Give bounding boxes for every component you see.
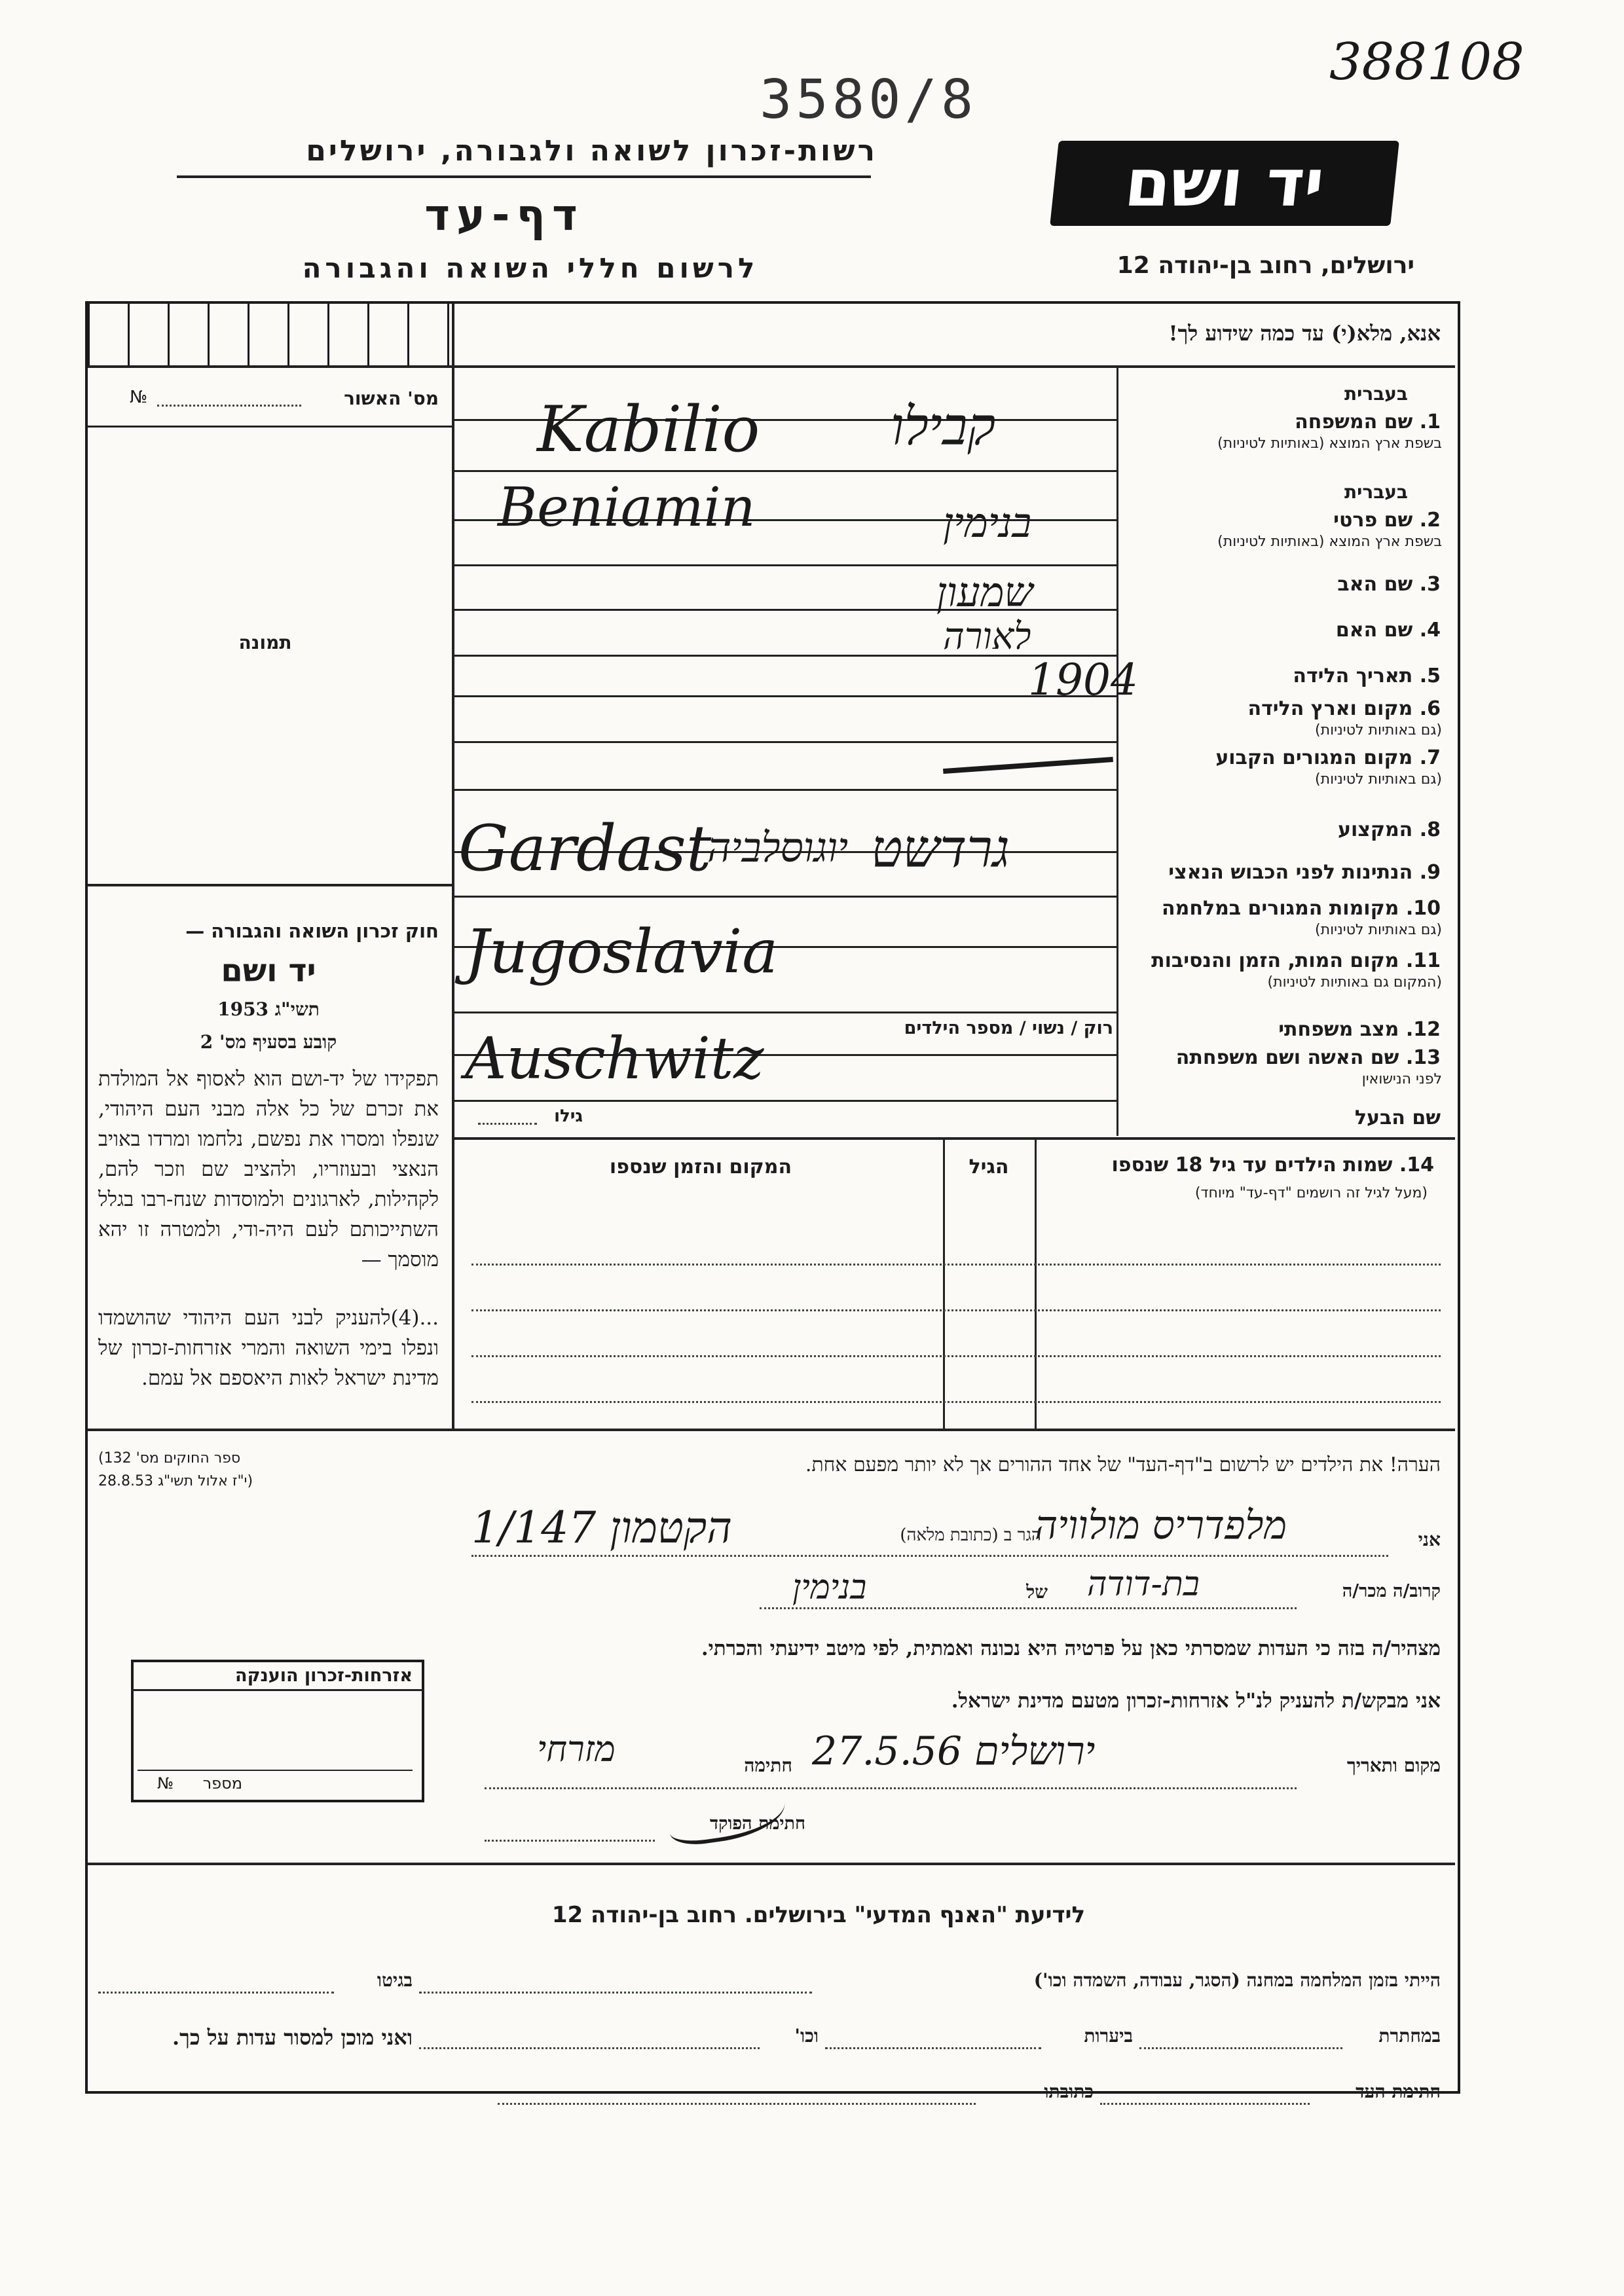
declaration-i-label: אני [1418, 1529, 1441, 1550]
address: ירושלים, רחוב בן-יהודה 12 [1116, 252, 1414, 279]
law-title-text: חוק זכרון השואה והגבורה [211, 920, 439, 942]
declaration-resident-label: הגר ב (כתובת מלאה) [900, 1525, 1041, 1545]
age-label: גילו [554, 1106, 583, 1126]
field-note: (גם באותיות לטיניות) [1315, 922, 1442, 938]
hw-of: בנימין [792, 1568, 867, 1607]
field-lang-label: בעברית [1344, 481, 1408, 503]
children-row-4[interactable] [471, 1401, 1441, 1403]
field-label: מקומות המגורים במלחמה [1162, 897, 1399, 920]
field-label-row [1126, 1046, 1441, 1069]
photo-label: תמונה [238, 632, 292, 653]
hw-declarant-name: מלפדריס מולוויה [1035, 1503, 1287, 1548]
left-column-divider [452, 304, 454, 1430]
children-row-1[interactable] [471, 1264, 1441, 1266]
archive-number: 3580/8 [760, 69, 978, 131]
approval-label: מס' האשור [344, 388, 439, 409]
declaration-note: הערה! את הילדים יש לרשום ב"דף-העד" של אחד ההורים אך לא יותר מפעם אחת. [805, 1453, 1441, 1476]
field-label-row [1126, 665, 1441, 687]
children-heading [1041, 1154, 1434, 1176]
form-subtitle: לרשום חללי השואה והגבורה [302, 252, 759, 284]
field-number: 2. [1419, 509, 1441, 532]
field-label-row [1126, 1018, 1441, 1041]
field-label-row [1126, 1106, 1441, 1129]
entry-line-5 [454, 695, 1116, 697]
children-heading-text: שמות הילדים עד גיל 18 שנספו [1111, 1154, 1393, 1176]
signature-label: חתימה [744, 1755, 792, 1776]
law-body: תפקידו של יד-ושם הוא לאסוף אל המולדת את זכרם של כל אלה מבני העם היהודי, שנפלו ומסרו את נפשם, נלחמו ומרדו באויב הנאצי ובעוזריו, ולהציב שם וזכר להם, לקהילות, לארגונים ולמוסדות שנח-רבו בגלל השתייכותם לעם היה-ודי, ולמטרה זו יהא מוסמך — [98, 1067, 439, 1271]
hw-given-latin: Beniamin [498, 477, 756, 539]
field-number: 3. [1419, 573, 1441, 596]
field-label: מקום וארץ הלידה [1247, 697, 1413, 720]
field-number: 12. [1405, 1018, 1441, 1041]
field-number: 4. [1419, 619, 1441, 642]
citizenship-number-label: מספר [202, 1774, 242, 1793]
place-date-label: מקום ותאריך [1346, 1755, 1441, 1776]
hw-mother: לאורה [943, 615, 1031, 658]
declaration-relative-label: קרוב/ה מכר/ה [1342, 1581, 1441, 1601]
field-label: שם האשה ושם משפחתה [1175, 1046, 1399, 1069]
footer-etc-line[interactable] [419, 2047, 760, 2049]
children-col-place: המקום והזמן שנספו [609, 1156, 792, 1178]
hw-place-date: ירושלים 27.5.56 [812, 1728, 1096, 1774]
field-label-row [1126, 818, 1441, 841]
footer-address-line[interactable] [498, 2103, 976, 2105]
field-number: 9. [1419, 861, 1441, 884]
footer-line3-a: חתימת העד [1356, 2081, 1441, 2102]
children-col-age: הגיל [969, 1156, 1009, 1178]
entry-line-1b [454, 470, 1116, 472]
label-column-divider [1116, 367, 1118, 1136]
entry-line-2b [454, 564, 1116, 566]
footer-line2-a: במחתרת [1378, 2025, 1441, 2047]
hw-surname-latin: Kabilio [537, 393, 760, 466]
declaration-request: אני מבקש/ת להעניק לנ"ל אזרחות-זכרון מטעם מדינת ישראל. [951, 1689, 1441, 1713]
footer-underground-line[interactable] [1139, 2047, 1342, 2049]
law-title-dash: — [185, 920, 205, 942]
field-label: שם האם [1335, 619, 1413, 642]
declarant-address-line[interactable] [471, 1555, 1388, 1557]
hw-given-hebrew: בנימין [943, 499, 1032, 547]
field-note: לפני הנישואין [1361, 1071, 1442, 1087]
footer-line1-b: בגיטו [377, 1969, 413, 1991]
footer-line2-c: וכו' [794, 2025, 819, 2047]
field-label: תאריך הלידה [1293, 665, 1413, 687]
footer-line3-b: כתובתו [1044, 2081, 1094, 2102]
footer-witness-signature-line[interactable] [1100, 2103, 1310, 2105]
age-line[interactable] [478, 1123, 537, 1125]
footer-ghetto-line[interactable] [98, 1992, 334, 1994]
field-number: 8. [1419, 818, 1441, 841]
hw-nationality-hebrew: יוגוסלביה [707, 824, 849, 871]
photo-bottom-rule [88, 884, 452, 886]
footer-line2-d: ואני מוכן למסור עדות על כך. [172, 2025, 413, 2050]
field-label-row [1126, 861, 1441, 884]
official-label: חתימת הפוקד [710, 1813, 805, 1834]
law-name: יד ושם [221, 953, 316, 989]
authority-name: רשות-זכרון לשואה ולגבורה, ירושלים [306, 134, 877, 168]
field-label-row [1126, 410, 1441, 433]
law-title [98, 920, 439, 942]
footer-rule [88, 1863, 1455, 1865]
hw-signature: מזרחי [537, 1728, 616, 1770]
relation-line[interactable] [760, 1607, 1297, 1609]
field-number: 13. [1405, 1046, 1441, 1069]
field-note: (המקום גם באותיות לטיניות) [1267, 974, 1442, 991]
entry-line-13 [454, 1100, 1116, 1102]
hw-death-place: Auschwitz [465, 1025, 764, 1092]
approval-tick-boxes [88, 304, 452, 367]
official-signature-line[interactable] [485, 1840, 655, 1842]
field-note: (גם באותיות לטיניות) [1315, 771, 1442, 788]
footer-line1-a: הייתי בזמן המלחמה במחנה (הסגר, עבודה, השמדה וכו') [1033, 1969, 1441, 1991]
field-number: 6. [1419, 697, 1441, 720]
field-label-row [1126, 746, 1441, 769]
field-number: 7. [1419, 746, 1441, 769]
hw-relation: בת-דודה [1087, 1565, 1200, 1604]
children-row-3[interactable] [471, 1355, 1441, 1357]
citizenship-number-line [138, 1770, 413, 1771]
hw-nationality-latin: Jugoslavia [465, 917, 779, 987]
field-label-row [1126, 949, 1441, 972]
approval-no-symbol: № [129, 388, 147, 407]
field-note: בשפת ארץ המוצא (באותיות לטיניות) [1217, 435, 1442, 452]
children-col-divider-a [1035, 1140, 1037, 1431]
form-title: דף-עד [424, 190, 584, 240]
law-footnote-1: (ספר החוקים מס' 132 [98, 1450, 241, 1467]
hw-residence-hebrew: גרדשט [871, 818, 1010, 879]
field-label: שם פרטי [1333, 509, 1413, 532]
field-number: 1. [1419, 410, 1441, 433]
hw-surname-hebrew: קבילו [891, 396, 996, 457]
hw-birth-date: 1904 [1028, 655, 1138, 705]
declaration-statement: מצהיר/ה בזה כי העדות שמסרתי כאן על פרטיה היא נכונה ואמתית, לפי מיטב ידיעתי והכרתי. [701, 1637, 1441, 1660]
field-label-row [1126, 619, 1441, 642]
field-label: שם האב [1337, 573, 1413, 596]
hw-father: שמעון [936, 568, 1033, 616]
field-label: המקצוע [1337, 818, 1413, 841]
field-label: הנתינות לפני הכבוש הנאצי [1168, 861, 1413, 884]
children-col-divider-b [943, 1140, 945, 1431]
declaration-of-label: של [1026, 1581, 1048, 1603]
footer-line2-b: ביערות [1084, 2025, 1133, 2047]
children-row-2[interactable] [471, 1309, 1441, 1311]
entry-line-6 [454, 741, 1116, 743]
field-number: 5. [1419, 665, 1441, 687]
field-number: 11. [1405, 949, 1441, 972]
field-label-row [1126, 897, 1441, 920]
top-row-rule [88, 365, 1455, 368]
hw-declarant-address: הקטמון 1/147 [471, 1503, 732, 1553]
entry-line-11 [454, 1011, 1116, 1013]
law-year: תשי"ג 1953 [217, 998, 320, 1020]
header-rule [177, 175, 871, 178]
children-heading-note: (מעל לגיל זה רושמים "דף-עד" מיוחד) [1194, 1185, 1428, 1201]
citizenship-box-inner-rule [131, 1689, 424, 1691]
field-note: (גם באותיות לטיניות) [1315, 722, 1442, 738]
citizenship-no-symbol: № [157, 1774, 174, 1793]
approval-row-rule [88, 426, 452, 428]
field-label: מקום המות, הזמן והנסיבות [1151, 949, 1399, 972]
field-label: שם המשפחה [1295, 410, 1413, 433]
field-note: בשפת ארץ המוצא (באותיות לטיניות) [1217, 534, 1442, 550]
yad-vashem-logo: יד ושם [1050, 141, 1399, 226]
field-label-row [1126, 573, 1441, 596]
children-top-rule [454, 1137, 1455, 1140]
field-label: מצב משפחתי [1278, 1018, 1399, 1041]
children-heading-num: 14. [1399, 1154, 1434, 1176]
entry-line-7 [454, 789, 1116, 791]
citizenship-title: אזרחות-זכרון הוענקה [235, 1666, 413, 1686]
footer-forest-line[interactable] [825, 2047, 1041, 2049]
file-number: 388108 [1329, 33, 1524, 92]
field-lang-label: בעברית [1344, 383, 1408, 405]
marital-options: רוק / נשוי / מספר הילדים [904, 1018, 1113, 1038]
signature-line[interactable] [485, 1787, 1297, 1789]
field-label-row [1126, 697, 1441, 720]
law-footnote-2: י"ז אלול תשי"ג 28.8.53) [98, 1473, 253, 1489]
field-label-row [1126, 509, 1441, 532]
law-body-2: ...(4)להעניק לבני העם היהודי שהושמדו ונפלו בימי השואה והמרי אזרחות-זכרון של מדינת ישראל לאות היאספם אל עמם. [98, 1306, 439, 1390]
law-clause: קובע בסעיף מס' 2 [200, 1031, 337, 1053]
field-label: מקום המגורים הקבוע [1215, 746, 1413, 769]
footer-camp-line[interactable] [419, 1992, 812, 1994]
field-number: 10. [1405, 897, 1441, 920]
hw-residence-latin: Gardast [458, 812, 712, 885]
instruction: אנא, מלא(י) עד כמה שידוע לך! [1168, 321, 1441, 346]
law-divider [88, 1429, 1455, 1431]
footer-title: לידיעת "האנף המדעי" בירושלים. רחוב בן-יהודה 12 [551, 1902, 1086, 1928]
entry-line-9 [454, 896, 1116, 898]
field-label: שם הבעל [1354, 1106, 1441, 1129]
approval-number-line[interactable] [157, 405, 301, 407]
